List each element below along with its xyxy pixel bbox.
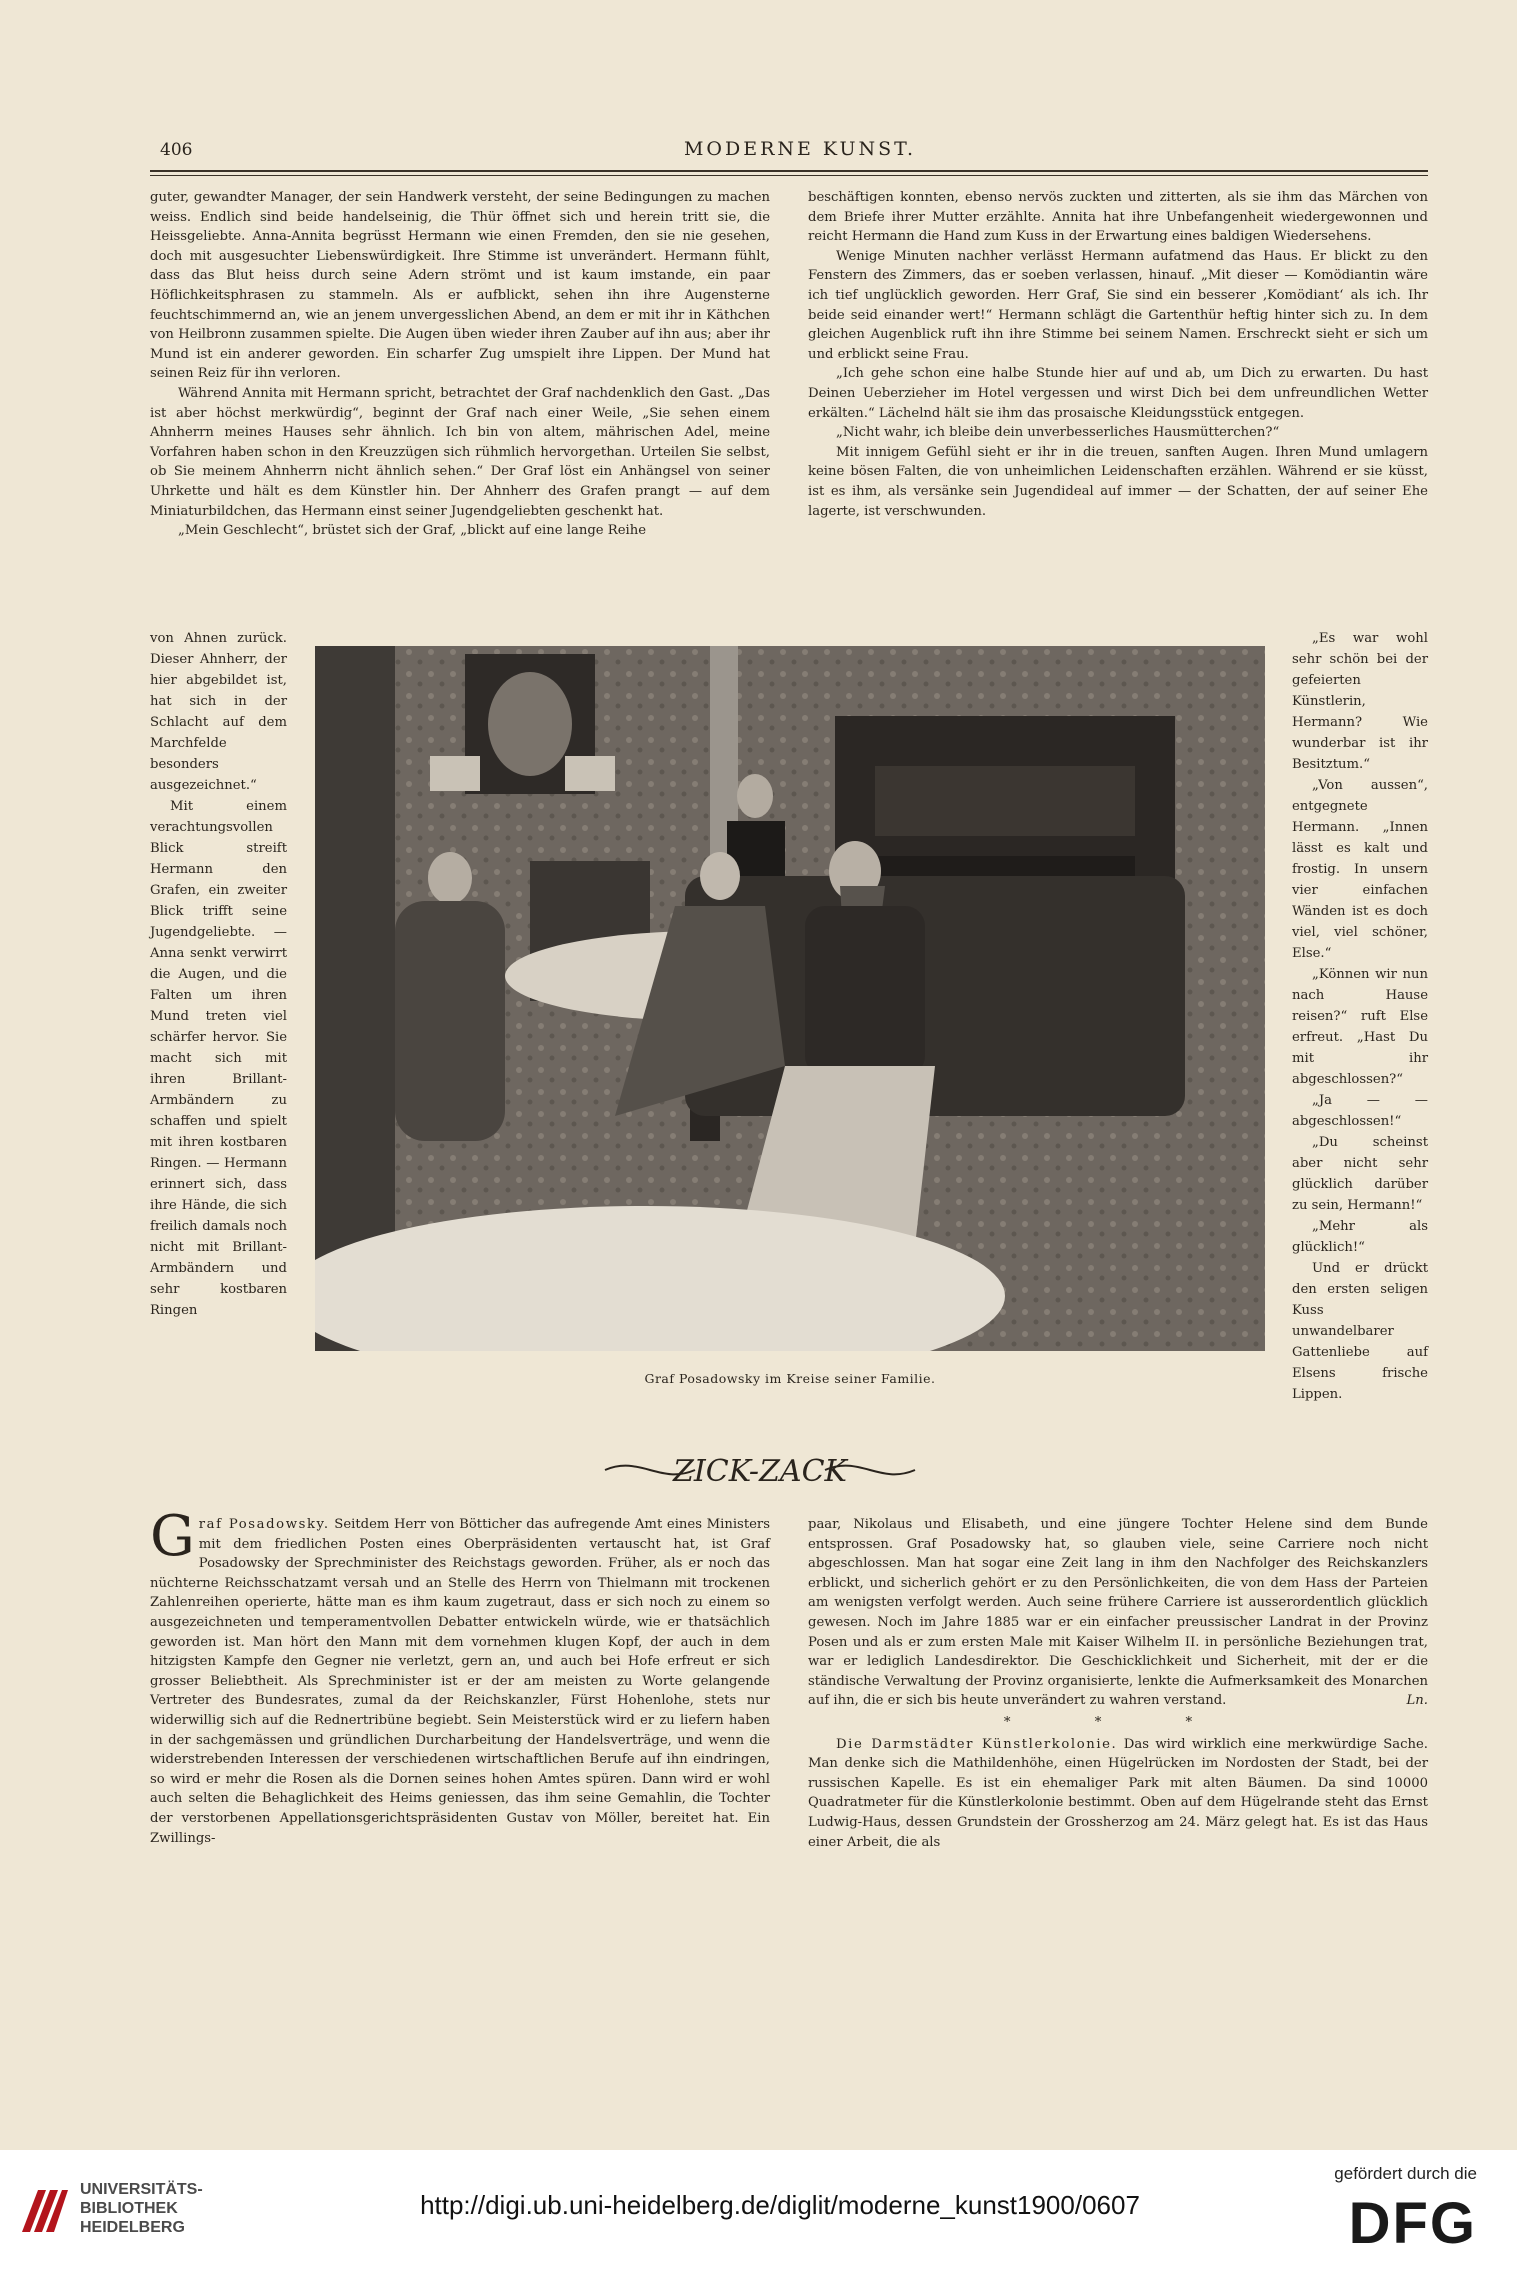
running-title: MODERNE KUNST. [683, 138, 917, 160]
library-logo-icon [18, 2184, 70, 2236]
library-footer [0, 2150, 1517, 2273]
header-rule [150, 170, 1428, 172]
story-left-column [150, 188, 770, 541]
photo-scene [315, 646, 1265, 1351]
paragraph-text: Das wird wirklich eine merkwürdige Sache. Man denke sich die Mathildenhöhe, einen Hügelrücken im Nordosten der Stadt, bei der russischen Kapelle. Es ist ein ehemaliger Park mit alten Bäumen. Da sind 10000 Quadratmeter für die Künstlerkolonie bestimmt. Oben auf dem Hügelrande steht das Ernst Ludwig-Haus, dessen Grundstein der Grossherzog am 24. März gelegt hat. Es ist das Haus einer Arbeit, die als [808, 1736, 1428, 1850]
page-number: 406 [160, 140, 193, 160]
story-paragraph: guter, gewandter Manager, der sein Handwerk versteht, der seine Bedingungen zu machen weiss. Endlich sind beide handelseinig, die Thür öffnet sich und herein tritt sie, die Heissgeliebte. Anna-Annita begrüsst Hermann wie einen Fremden, den sie nie gesehen, doch mit ausgesuchter Liebenswürdigkeit. Ihre Stimme ist unverändert. Hermann fühlt, dass das Blut heiss durch seine Adern strömt und ist kaum imstande, ein paar Höflichkeitsphrasen zu stammeln. Als er aufblickt, sehen ihn ihre Augensterne feuchtschimmernd an, wie an jenem unvergesslichen Abend, an dem er mit ihr in Käthchen von Heilbronn zusammen spielte. Die Augen üben wieder ihren Zauber auf ihn aus; aber ihr Mund ist ein anderer geworden. Ein scharfer Zug umspielt ihre Lippen. Der Mund hat seinen Reiz für ihn verloren. [150, 190, 770, 382]
drop-cap: G [150, 1504, 195, 1569]
dfg-logo: DFG [1348, 2191, 1477, 2256]
story-paragraph: Mit innigem Gefühl sieht er ihr in die treuen, sanften Augen. Ihren Mund umlagern keine bösen Falten, die von unheimlichen Leidenschaften erzählen. Während er sie küsst, ist es ihm, als versänke sein Jugendideal auf immer — der Schatten, der auf seiner Ehe lagerte, ist verschwunden. [808, 444, 1428, 519]
header-rule-thin [150, 175, 1428, 176]
photo-caption: Graf Posadowsky im Kreise seiner Familie. [644, 1371, 936, 1386]
story-paragraph: „Es war wohl sehr schön bei der gefeierten Künstlerin, Hermann? Wie wunderbar ist ihr Besitztum.“ [1292, 631, 1428, 772]
story-paragraph: „Mein Geschlecht“, brüstet sich der Graf, „blickt auf eine lange Reihe [178, 523, 647, 539]
ornament-flourish [600, 1435, 920, 1505]
bearded-man-body [805, 906, 925, 1076]
posadowsky-paragraph [150, 1504, 770, 1848]
paragraph-text: Seitdem Herr von Bötticher das aufregende Amt eines Ministers mit dem friedlichen Posten eines Oberpräsidenten vertauscht hat, ist Graf Posadowsky der Sprechminister des Reichstags geworden. Früher, als er noch das nüchterne Reichsschatzamt versah und an Stelle des Herrn von Thielmann mit trockenen Zahlenreihen operierte, hätte man es ihm kaum zugetraut, dass er sich noch zu einem so ausgezeichneten und temperamentvollen Debatter entwickeln würde, wie er thatsächlich geworden ist. Man hört den Mann mit dem vornehmen klugen Kopf, der auch in dem hitzigsten Kampfe den Gegner nie verletzt, gern an, und auch bei Hofe erfreut er sich grosser Beliebtheit. Als Sprechminister ist er der am meisten zu Worte gelangende Vertreter des Bundesrates, zumal da der Reichskanzler, Fürst Hohenlohe, stets nur widerwillig sich auf die Rednertribüne begiebt. Sein Meisterstück wird er zu liefern haben in der sachgemässen und gründlichen Durcharbeitung der Handelsverträge, und wenn die widerstrebenden Interessen der verschiedenen wirtschaftlichen Berufe auf ihn eindringen, so wird er mehr die Rosen als die Dornen seines hohen Amtes spüren. Dann wird er wohl auch selten die Behaglichkeit des Heims geniessen, das ihm seine Gemahlin, die Tochter der verstorbenen Appellationsgerichtspräsidenten Gustav von Möller, bereitet hat. Ein Zwillings- [150, 1517, 770, 1846]
family-photograph [315, 646, 1265, 1351]
library-name [80, 2180, 203, 2237]
story-paragraph: von Ahnen zurück. Dieser Ahnherr, der hier abgebildet ist, hat sich in der Schlacht auf dem Marchfelde besonders ausgezeichnet.“ [150, 631, 287, 793]
ornament-title: ZICK-ZACK [673, 1454, 847, 1489]
story-paragraph: „Du scheinst aber nicht sehr glücklich darüber zu sein, Hermann!“ [1292, 1135, 1428, 1213]
story-paragraph: „Mehr als glücklich!“ [1292, 1219, 1428, 1255]
story-paragraph: „Von aussen“, entgegnete Hermann. „Innen lässt es kalt und frostig. In unsern vier einfachen Wänden ist es doch viel, viel schöner, Else.“ [1292, 778, 1428, 961]
story-paragraph: Wenige Minuten nachher verlässt Hermann aufatmend das Haus. Er blickt zu den Fenstern des Zimmers, das er soeben verlassen, hinauf. „Mit dieser — Komödiantin wäre ich tief unglücklich geworden. Herr Graf, Sie sind ein besserer ‚Komödiant‘ als ich. Ihr beide seid einander wert!“ Hermann schlägt die Gartenthür heftig hinter sich zu. In dem gleichen Augenblick ruft ihn ihre Stimme bei seinem Namen. Erschreckt sieht er sich um und erblickt seine Frau. [808, 248, 1428, 362]
story-paragraph: „Nicht wahr, ich bleibe dein unverbesserliches Hausmütterchen?“ [836, 425, 1280, 441]
story-paragraph: beschäftigen konnten, ebenso nervös zuckten und zitterten, als sie ihm das Märchen von dem Briefe ihrer Mutter erzählte. Annita hat ihre Unbefangenheit wiedergewonnen und reicht Hermann die Hand zum Kuss in der Erwartung eines baldigen Wiedersehens. [808, 190, 1428, 245]
story-paragraph: Und er drückt den ersten seligen Kuss unwandelbarer Gattenliebe auf Elsens frische Lippen. [1292, 1261, 1428, 1402]
story-paragraph: Mit einem verachtungsvollen Blick streift Hermann den Grafen, ein zweiter Blick trifft seine Jugendgeliebte. — Anna senkt verwirrt die Augen, und die Falten um ihren Mund treten viel schärfer hervor. Sie macht sich mit ihren Brillant-Armbändern zu schaffen und spielt mit ihren kostbaren Ringen. — Hermann erinnert sich, dass ihre Hände, die sich freilich damals noch nicht mit Brillant-Armbändern und sehr kostbaren Ringen [150, 799, 287, 1318]
story-right-narrow-column [1292, 628, 1428, 1405]
story-paragraph: Während Annita mit Hermann spricht, betrachtet der Graf nachdenklich den Gast. „Das ist aber höchst merkwürdig“, beginnt der Graf nach einer Weile, „Sie sehen einem Ahnherrn meines Hauses sehr ähnlich. Ich bin von altem, mährischen Adel, meine Vorfahren haben schon in den Kreuzzügen sich rühmlich hervorgethan. Urteilen Sie selbst, ob Sie meinem Ahnherrn nicht ähnlich sehen.“ Der Graf löst ein Anhängsel von seiner Uhrkette und hält es dem Künstler hin. Der Ahnherr des Grafen prangt — auf dem Miniaturbildchen, das Hermann einst seiner Jugendgeliebten geschenkt hat. [150, 385, 770, 519]
young-woman-head [700, 852, 740, 900]
story-left-narrow-column [150, 628, 287, 1321]
cabinet-panel [875, 766, 1135, 836]
paragraph-lead: raf Posadowsky. [198, 1517, 330, 1532]
author-signature: Ln. [1406, 1693, 1428, 1709]
zick-zack-ornament [600, 1435, 920, 1505]
library-name-line: BIBLIOTHEK [80, 2200, 178, 2217]
zickzack-right-column [808, 1515, 1428, 1852]
paragraph-text: paar, Nikolaus und Elisabeth, und eine jüngere Tochter Helene sind dem Bunde entsprossen. Graf Posadowsky hat, so glauben viele, seine Carriere noch nicht abgeschlossen. Man hat sogar eine Zeit lang in ihm den Nachfolger des Reichskanzlers erblickt, und sicherlich gehört er zu den Persönlichkeiten, die von dem Hass der Parteien am wenigsten verfolgt werden. Auch seine frühere Carriere ist ausserordentlich glücklich gewesen. Noch im Jahre 1885 war er ein einfacher preussischer Landrat in der Provinz Posen und als er zum ersten Male mit Kaiser Wilhelm II. in persönliche Beziehungen trat, war er lediglich Landesdirektor. Die Geschicklichkeit und Sicherheit, mit der er die ständische Verwaltung der Provinz organisierte, lenkte die Aufmerksamkeit des Monarchen auf ihn, die er sich bis heute unverändert zu wahren verstand. [808, 1517, 1428, 1709]
seated-woman-head [428, 852, 472, 904]
permalink-url[interactable]: http://digi.ub.uni-heidelberg.de/diglit/moderne_kunst1900/0607 [420, 2190, 1140, 2220]
story-paragraph: „Ja — — abgeschlossen!“ [1292, 1093, 1428, 1129]
wall-portrait [488, 672, 572, 776]
posadowsky-paragraph-continued [808, 1515, 1428, 1711]
lampshade [565, 756, 615, 791]
story-paragraph: „Können wir nun nach Hause reisen?“ ruft Else erfreut. „Hast Du mit ihr abgeschlossen?“ [1292, 967, 1428, 1087]
darmstadt-paragraph [808, 1735, 1428, 1853]
library-name-line: UNIVERSITÄTS- [80, 2181, 203, 2198]
seated-woman-dress [395, 901, 505, 1141]
standing-man-head [737, 774, 773, 818]
paragraph-lead: Die Darmstädter Künstlerkolonie. [836, 1736, 1118, 1752]
lampshade [430, 756, 480, 791]
story-paragraph: „Ich gehe schon eine halbe Stunde hier auf und ab, um Dich zu erwarten. Du hast Deinen Ueberzieher im Hotel vergessen und wirst Dich bei dem unfreundlichen Wetter erkälten.“ Lächelnd hält sie ihm das prosaische Kleidungsstück entgegen. [808, 366, 1428, 421]
funding-note: gefördert durch die [1334, 2164, 1477, 2183]
story-right-column [808, 188, 1428, 521]
library-name-line: HEIDELBERG [80, 2219, 185, 2236]
zickzack-left-column [150, 1504, 770, 1848]
section-stars: * * * [1003, 1714, 1233, 1730]
